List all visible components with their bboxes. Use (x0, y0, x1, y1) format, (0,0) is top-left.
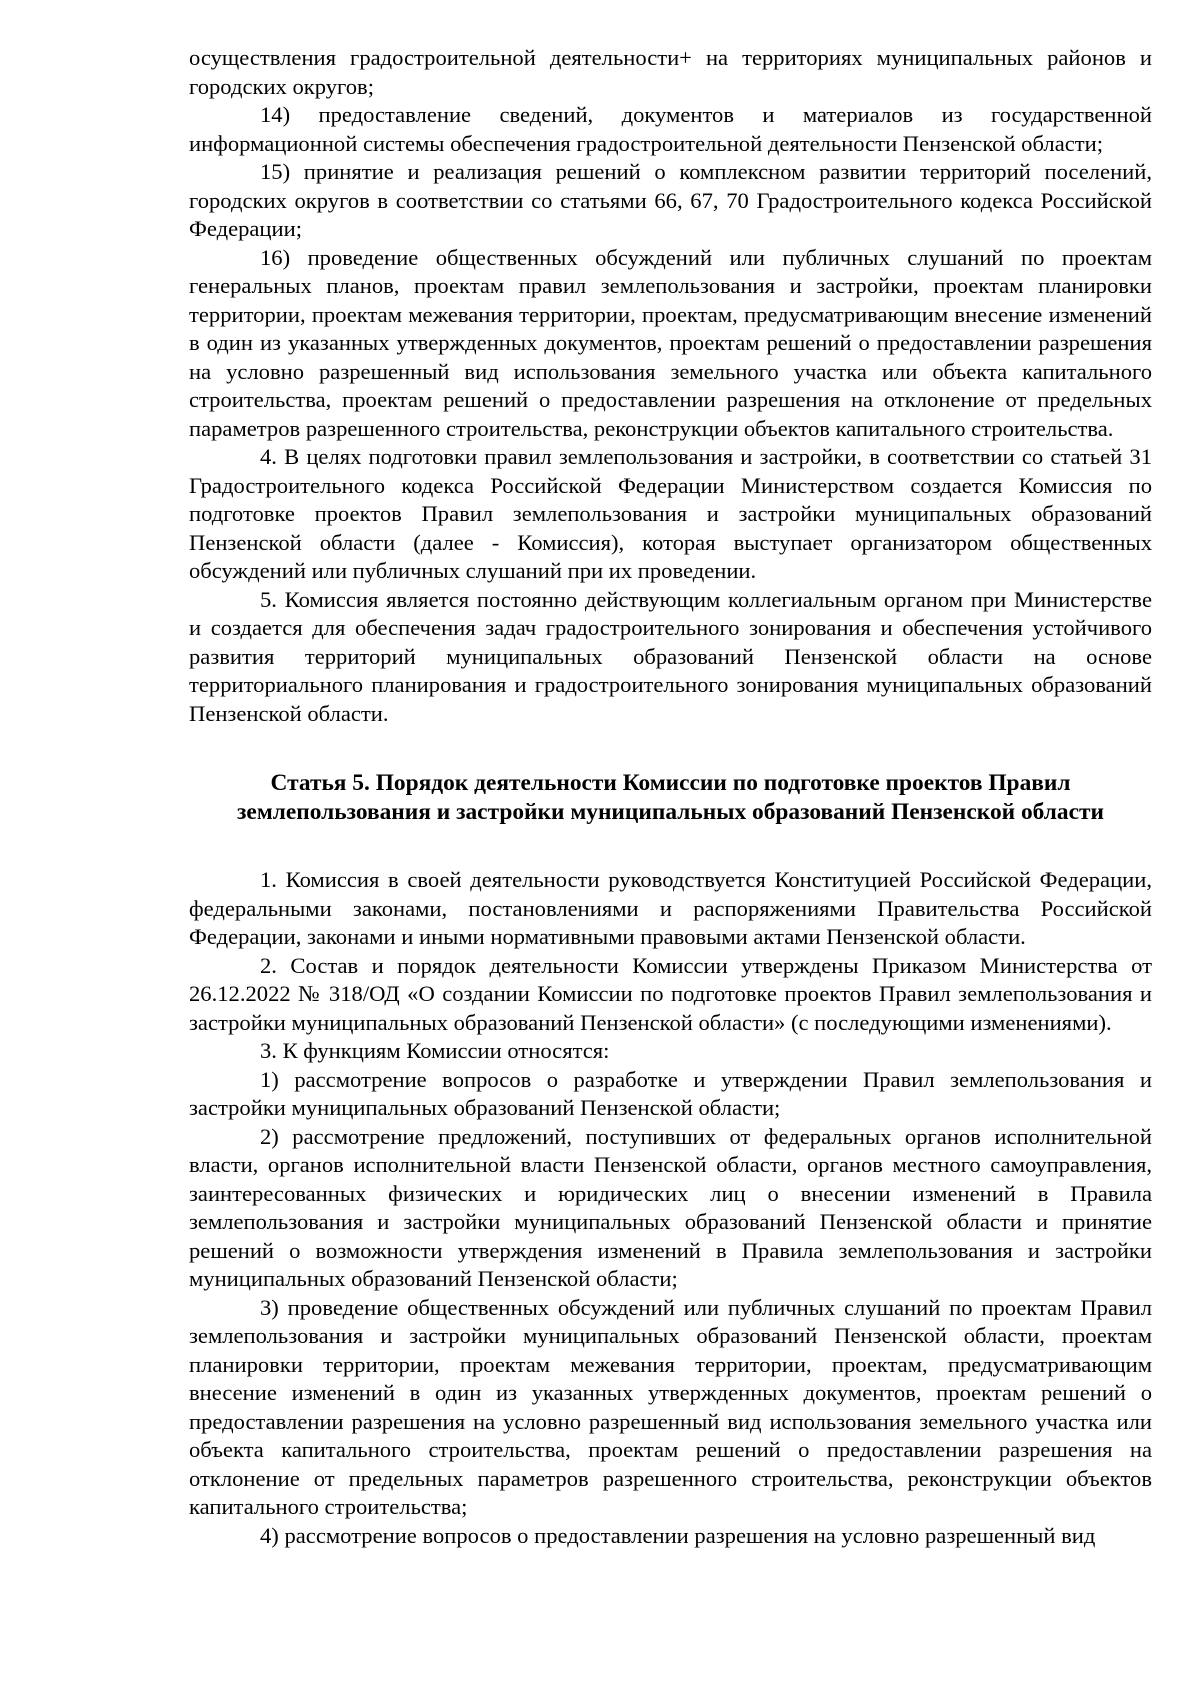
paragraph-article5-point-3: 3. К функциям Комиссии относятся: (260, 1038, 610, 1063)
paragraph-point-4: 4. В целях подготовки правил землепользования и застройки, в соответствии со статьей 31 Градостроительного кодекса Российской Федерации Министерством создается Комиссия по подготовке проектов Правил землепользования и застройки муниципальных образований Пензенской области (далее - Комиссия), которая выступает организатором общественных обсуждений или публичных слушаний при их проведении. (189, 444, 1152, 583)
paragraph-article5-point-1: 1. Комиссия в своей деятельности руководствуется Конституцией Российской Федерации, федеральными законами, постановлениями и распоряжениями Правительства Российской Федерации, законами и иными нормативными правовыми актами Пензенской области. (189, 867, 1152, 949)
paragraph-item-14: 14) предоставление сведений, документов и материалов из государственной информационной системы обеспечения градостроительной деятельности Пензенской области; (189, 102, 1152, 156)
paragraph-function-1: 1) рассмотрение вопросов о разработке и утверждении Правил землепользования и застройки муниципальных образований Пензенской области; (189, 1066, 1152, 1120)
article-5-heading: Статья 5. Порядок деятельности Комиссии по подготовке проектов Правил землепользования и застройки муниципальных образований Пензенской области (237, 770, 1104, 825)
document-body (189, 44, 1152, 1550)
paragraph-point-5: 5. Комиссия является постоянно действующим коллегиальным органом при Министерстве и создается для обеспечения задач градостроительного зонирования и обеспечения устойчивого развития территорий муниципальных образований Пензенской области на основе территориального планирования и градостроительного зонирования муниципальных образований Пензенской области. (189, 586, 1152, 726)
paragraph-function-2: 2) рассмотрение предложений, поступивших от федеральных органов исполнительной власти, органов исполнительной власти Пензенской области, органов местного самоуправления, заинтересованных физических и юридических лиц о внесении изменений в Правила землепользования и застройки муниципальных образований Пензенской области и принятие решений о возможности утверждения изменений в Правила землепользования и застройки муниципальных образований Пензенской области; (189, 1123, 1152, 1291)
paragraph-article5-point-2: 2. Состав и порядок деятельности Комиссии утверждены Приказом Министерства от 26.12.2022 № 318/ОД «О создании Комиссии по подготовке проектов Правил землепользования и застройки муниципальных образований Пензенской области» (с последующими изменениями). (189, 952, 1152, 1035)
paragraph-continuation: осуществления градостроительной деятельности+ на территориях муниципальных районов и городских округов; (189, 45, 1152, 99)
paragraph-function-4: 4) рассмотрение вопросов о предоставлении разрешения на условно разрешенный вид (260, 1522, 1096, 1548)
paragraph-function-3: 3) проведение общественных обсуждений или публичных слушаний по проектам Правил землепользования и застройки муниципальных образований Пензенской области, проектам планировки территории, проектам межевания территории, проектам, предусматривающим внесение изменений в один из указанных утвержденных документов, проектам решений о предоставлении разрешения на условно разрешенный вид использования земельного участка или объекта капитального строительства, проектам решений о предоставлении разрешения на отклонение от предельных параметров разрешенного строительства, реконструкции объектов капитального строительства; (189, 1294, 1152, 1519)
paragraph-item-15: 15) принятие и реализация решений о комплексном развитии территорий поселений, городских округов в соответствии со статьями 66, 67, 70 Градостроительного кодекса Российской Федерации; (189, 159, 1152, 241)
paragraph-item-16: 16) проведение общественных обсуждений или публичных слушаний по проектам генеральных планов, проектам правил землепользования и застройки, проектам планировки территории, проектам межевания территории, проектам, предусматривающим внесение изменений в один из указанных утвержденных документов, проектам решений о предоставлении разрешения на условно разрешенный вид использования земельного участка или объекта капитального строительства, проектам решений о предоставлении разрешения на отклонение от предельных параметров разрешенного строительства, реконструкции объектов капитального строительства. (189, 244, 1152, 441)
